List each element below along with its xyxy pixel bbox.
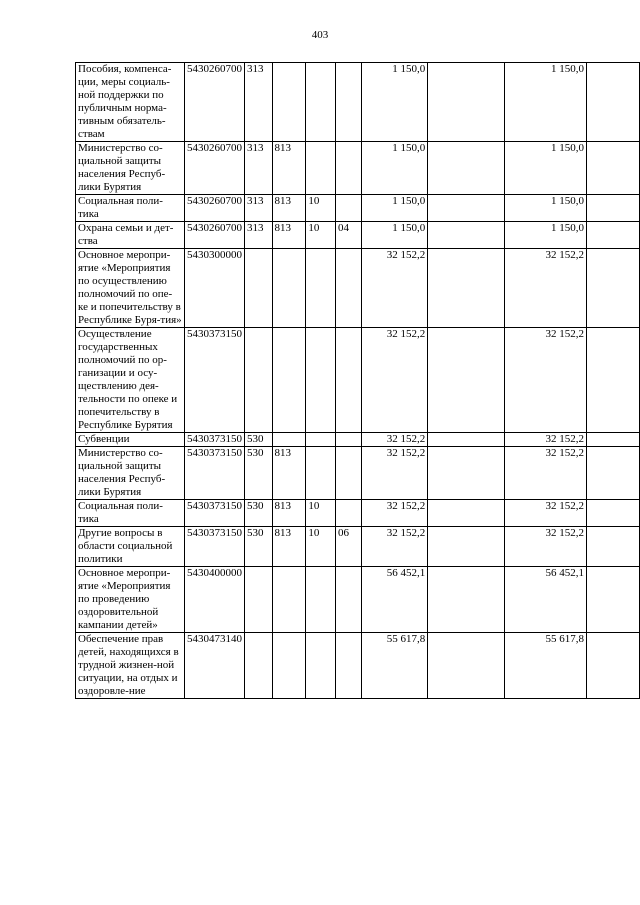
- cell-amount-1: 32 152,2: [362, 500, 428, 527]
- table-row: [76, 633, 640, 699]
- cell-column-4: 813: [272, 222, 306, 249]
- page-number: 403: [311, 29, 329, 41]
- cell-column-5: [306, 447, 336, 500]
- cell-column-3: 313: [245, 142, 272, 195]
- table-row: [76, 447, 640, 500]
- cell-amount-2: 55 617,8: [505, 633, 587, 699]
- cell-column-6: [335, 433, 361, 447]
- cell-amount-1: 32 152,2: [362, 249, 428, 328]
- cell-empty-2: [587, 195, 640, 222]
- cell-column-5: 10: [306, 500, 336, 527]
- cell-amount-1: 32 152,2: [362, 433, 428, 447]
- cell-column-3: 313: [245, 195, 272, 222]
- cell-code: 5430373150: [185, 527, 245, 567]
- cell-empty-1: [428, 63, 505, 142]
- cell-column-4: 813: [272, 500, 306, 527]
- cell-amount-1: 1 150,0: [362, 142, 428, 195]
- table-row: [76, 222, 640, 249]
- table-row: [76, 63, 640, 142]
- cell-column-4: [272, 433, 306, 447]
- cell-empty-1: [428, 567, 505, 633]
- cell-column-5: [306, 433, 336, 447]
- cell-empty-2: [587, 633, 640, 699]
- cell-code: 5430473140: [185, 633, 245, 699]
- cell-column-6: [335, 447, 361, 500]
- table-row: [76, 527, 640, 567]
- cell-empty-2: [587, 222, 640, 249]
- cell-empty-1: [428, 433, 505, 447]
- cell-empty-2: [587, 433, 640, 447]
- cell-name: Основное меропри-ятие «Мероприятия по осуществлению полномочий по опе-ке и попечительству в Республике Буря-тия»: [76, 249, 185, 328]
- cell-amount-2: 1 150,0: [505, 195, 587, 222]
- budget-table: [75, 62, 640, 699]
- cell-name: Осуществление государственных полномочий по ор-ганизации и осу-ществлению дея-тельности по опеке и попечительству в Республике Бурятия: [76, 328, 185, 433]
- cell-column-5: [306, 142, 336, 195]
- cell-empty-1: [428, 222, 505, 249]
- cell-column-6: [335, 63, 361, 142]
- cell-column-3: 530: [245, 527, 272, 567]
- cell-code: 5430260700: [185, 222, 245, 249]
- cell-column-3: [245, 633, 272, 699]
- cell-amount-2: 1 150,0: [505, 222, 587, 249]
- cell-column-4: [272, 328, 306, 433]
- cell-code: 5430300000: [185, 249, 245, 328]
- table-row: [76, 195, 640, 222]
- cell-amount-2: 32 152,2: [505, 447, 587, 500]
- cell-column-4: [272, 63, 306, 142]
- table-body: [76, 63, 640, 699]
- cell-name: Министерство со-циальной защиты населения Респуб-лики Бурятия: [76, 142, 185, 195]
- cell-amount-1: 55 617,8: [362, 633, 428, 699]
- cell-column-6: [335, 567, 361, 633]
- cell-amount-1: 32 152,2: [362, 527, 428, 567]
- cell-column-4: [272, 633, 306, 699]
- cell-column-6: [335, 142, 361, 195]
- cell-column-3: 530: [245, 500, 272, 527]
- cell-name: Обеспечение прав детей, находящихся в трудной жизнен-ной ситуации, на отдых и оздоровле-ние: [76, 633, 185, 699]
- cell-empty-1: [428, 447, 505, 500]
- cell-empty-1: [428, 527, 505, 567]
- cell-column-4: [272, 567, 306, 633]
- cell-column-4: 813: [272, 527, 306, 567]
- cell-column-5: [306, 328, 336, 433]
- cell-column-5: 10: [306, 222, 336, 249]
- cell-amount-1: 1 150,0: [362, 195, 428, 222]
- table-row: [76, 249, 640, 328]
- cell-empty-1: [428, 633, 505, 699]
- cell-code: 5430373150: [185, 433, 245, 447]
- cell-column-6: [335, 328, 361, 433]
- cell-code: 5430373150: [185, 328, 245, 433]
- cell-column-3: [245, 567, 272, 633]
- cell-empty-2: [587, 142, 640, 195]
- cell-column-3: 530: [245, 433, 272, 447]
- cell-column-6: [335, 249, 361, 328]
- cell-amount-1: 56 452,1: [362, 567, 428, 633]
- cell-empty-2: [587, 527, 640, 567]
- table-row: [76, 142, 640, 195]
- cell-name: Министерство со-циальной защиты населения Респуб-лики Бурятия: [76, 447, 185, 500]
- cell-name: Охрана семьи и дет-ства: [76, 222, 185, 249]
- cell-amount-2: 32 152,2: [505, 527, 587, 567]
- cell-empty-2: [587, 63, 640, 142]
- cell-empty-2: [587, 447, 640, 500]
- cell-name: Субвенции: [76, 433, 185, 447]
- cell-column-6: [335, 633, 361, 699]
- cell-column-3: 313: [245, 222, 272, 249]
- cell-column-3: [245, 249, 272, 328]
- cell-amount-2: 32 152,2: [505, 433, 587, 447]
- cell-amount-2: 32 152,2: [505, 328, 587, 433]
- cell-column-3: [245, 328, 272, 433]
- cell-code: 5430260700: [185, 195, 245, 222]
- cell-column-4: 813: [272, 447, 306, 500]
- cell-name: Другие вопросы в области социальной политики: [76, 527, 185, 567]
- cell-amount-2: 1 150,0: [505, 63, 587, 142]
- cell-empty-2: [587, 500, 640, 527]
- cell-column-6: 04: [335, 222, 361, 249]
- cell-empty-1: [428, 142, 505, 195]
- cell-name: Социальная поли-тика: [76, 500, 185, 527]
- cell-column-3: 313: [245, 63, 272, 142]
- cell-amount-1: 32 152,2: [362, 447, 428, 500]
- cell-amount-2: 56 452,1: [505, 567, 587, 633]
- cell-amount-2: 32 152,2: [505, 249, 587, 328]
- cell-code: 5430260700: [185, 142, 245, 195]
- cell-code: 5430260700: [185, 63, 245, 142]
- cell-name: Пособия, компенса-ции, меры социаль-ной поддержки по публичным норма-тивным обязатель-ствам: [76, 63, 185, 142]
- cell-column-5: [306, 249, 336, 328]
- cell-column-5: [306, 63, 336, 142]
- cell-empty-2: [587, 249, 640, 328]
- cell-amount-1: 1 150,0: [362, 222, 428, 249]
- cell-code: 5430373150: [185, 447, 245, 500]
- cell-amount-2: 1 150,0: [505, 142, 587, 195]
- cell-empty-1: [428, 328, 505, 433]
- cell-column-6: [335, 195, 361, 222]
- cell-column-5: [306, 567, 336, 633]
- cell-empty-2: [587, 328, 640, 433]
- cell-column-5: 10: [306, 195, 336, 222]
- cell-empty-2: [587, 567, 640, 633]
- cell-name: Основное меропри-ятие «Мероприятия по проведению оздоровительной кампании детей»: [76, 567, 185, 633]
- cell-amount-2: 32 152,2: [505, 500, 587, 527]
- cell-empty-1: [428, 249, 505, 328]
- table-row: [76, 500, 640, 527]
- table-row: [76, 328, 640, 433]
- table-row: [76, 433, 640, 447]
- cell-amount-1: 32 152,2: [362, 328, 428, 433]
- cell-name: Социальная поли-тика: [76, 195, 185, 222]
- cell-column-4: 813: [272, 142, 306, 195]
- cell-column-4: [272, 249, 306, 328]
- cell-code: 5430373150: [185, 500, 245, 527]
- cell-column-4: 813: [272, 195, 306, 222]
- cell-column-6: [335, 500, 361, 527]
- table-row: [76, 567, 640, 633]
- cell-empty-1: [428, 195, 505, 222]
- cell-empty-1: [428, 500, 505, 527]
- cell-amount-1: 1 150,0: [362, 63, 428, 142]
- cell-column-6: 06: [335, 527, 361, 567]
- cell-column-3: 530: [245, 447, 272, 500]
- cell-column-5: 10: [306, 527, 336, 567]
- cell-code: 5430400000: [185, 567, 245, 633]
- cell-column-5: [306, 633, 336, 699]
